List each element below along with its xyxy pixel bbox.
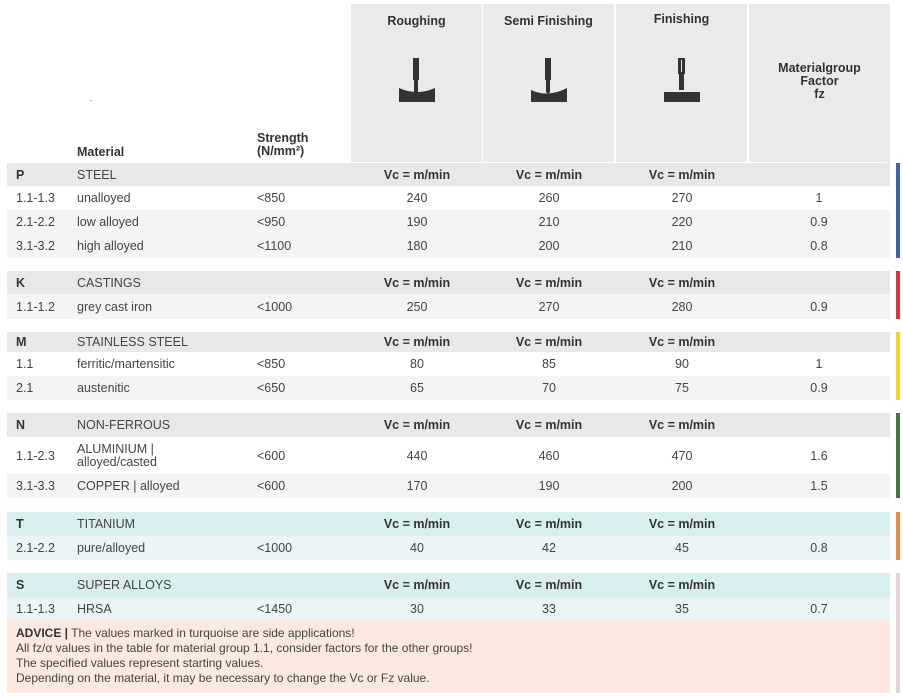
- header-factor: [749, 4, 890, 162]
- table-row: 1.1-2.3 ALUMINIUM | alloyed/casted <600 440 460 470 1.6: [7, 437, 890, 474]
- header-semi-finishing: [483, 4, 614, 162]
- roughing-title: Roughing: [387, 14, 446, 28]
- advice-box: [7, 620, 890, 693]
- table-row: 1.1 ferritic/martensitic <850 80 85 90 1: [7, 352, 890, 376]
- group-color-bar-non-ferrous: [896, 413, 900, 498]
- group-color-bar-castings: [896, 271, 900, 319]
- material-column-header: Material: [77, 145, 125, 159]
- table-row: 1.1-1.2 grey cast iron <1000 250 270 280 0.9: [7, 294, 890, 319]
- header-roughing: [351, 4, 482, 162]
- table-row: 1.1-1.3 HRSA <1450 30 33 35 0.7: [7, 597, 890, 620]
- group-color-bar-steel: [896, 163, 900, 258]
- group-header-steel: P STEEL Vc = m/min Vc = m/min Vc = m/min: [7, 163, 890, 186]
- table-row: 3.1-3.3 COPPER | alloyed <600 170 190 200 1.5: [7, 474, 890, 498]
- group-header-non-ferrous: N NON-FERROUS Vc = m/min Vc = m/min Vc = m/min: [7, 413, 890, 437]
- group-color-bar-titanium: [896, 512, 900, 560]
- group-header-super-alloys: S SUPER ALLOYS Vc = m/min Vc = m/min Vc = m/min: [7, 573, 890, 597]
- table-row: 2.1-2.2 low alloyed <950 190 210 220 0.9: [7, 210, 890, 234]
- factor-title: Materialgroup Factor fz: [778, 61, 861, 101]
- advice-line-1: ADVICE | The values marked in turquoise are side applications!: [16, 626, 355, 640]
- roughing-cutter-icon: [397, 58, 437, 104]
- group-color-bar-stainless-steel: [896, 332, 900, 400]
- semi-finishing-title: Semi Finishing: [504, 14, 593, 28]
- group-header-stainless-steel: M STAINLESS STEEL Vc = m/min Vc = m/min Vc = m/min: [7, 332, 890, 352]
- finishing-cutter-icon: [662, 58, 702, 104]
- header-finishing: [616, 4, 747, 162]
- advice-line-3: The specified values represent starting values.: [16, 656, 264, 670]
- semi-finishing-cutter-icon: [529, 58, 569, 104]
- table-row: 2.1 austenitic <650 65 70 75 0.9: [7, 376, 890, 400]
- table-row: 3.1-3.2 high alloyed <1100 180 200 210 0.8: [7, 234, 890, 258]
- decorative-dot: [90, 100, 92, 101]
- advice-line-2: All fz/α values in the table for material group 1.1, consider factors for the other groups!: [16, 641, 473, 655]
- group-header-titanium: T TITANIUM Vc = m/min Vc = m/min Vc = m/min: [7, 512, 890, 536]
- table-row: 1.1-1.3 unalloyed <850 240 260 270 1: [7, 186, 890, 210]
- strength-column-header: Strength (N/mm²): [257, 131, 309, 158]
- table-row: 2.1-2.2 pure/alloyed <1000 40 42 45 0.8: [7, 536, 890, 560]
- advice-line-4: Depending on the material, it may be necessary to change the Vc or Fz value.: [16, 671, 430, 685]
- finishing-title: Finishing: [653, 12, 710, 26]
- group-header-castings: K CASTINGS Vc = m/min Vc = m/min Vc = m/min: [7, 271, 890, 294]
- group-color-bar-super-alloys: [896, 573, 900, 693]
